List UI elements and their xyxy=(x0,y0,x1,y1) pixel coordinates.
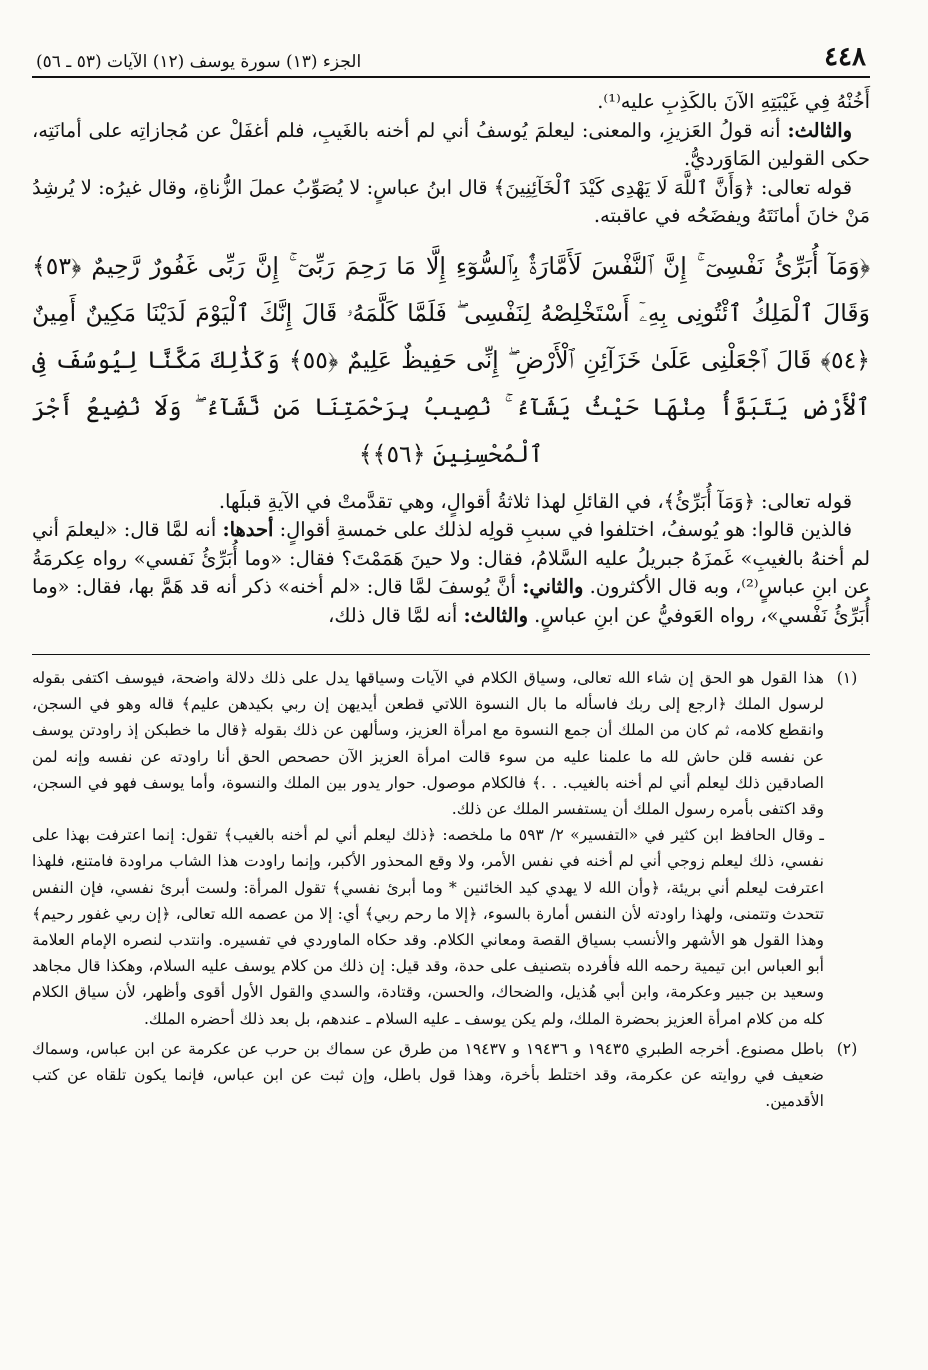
footnote xyxy=(32,1036,870,1115)
running-title: الجزء (١٣) سورة يوسف (١٢) الآيات (٥٣ ـ ٥٦) xyxy=(36,52,362,72)
paragraph-lead: أحدها: xyxy=(222,518,274,541)
paragraph-text: أنه قولُ العَزيزِ، والمعنى: ليعلمَ يُوسفُ أني لم أخنه بالغَيبِ، فلم أغفَلْ عن مُجازاتِه على أمانَتِه، حكى القولين المَاوَرديُّ. xyxy=(32,118,870,170)
paragraph xyxy=(32,516,870,630)
paragraph-text: أنَّ يُوسفَ لمَّا قال: «لم أخنه» ذكر أنه قد هَمَّ بها، فقال: «وما أُبَرِّئُ نَفْسي»، رواه العَوفيُّ عن ابنِ عباسٍ. xyxy=(32,575,870,627)
footnote-number: (٢) xyxy=(836,1039,858,1058)
book-page xyxy=(32,34,870,1334)
paragraph-lead: والثالث: xyxy=(787,118,852,142)
paragraph: قوله تعالى: ﴿وَمَآ أُبَرِّئُ﴾، في القائلِ لهذا ثلاثةُ أقوالٍ، وهي تقدَّمتْ في الآيةِ قبلَها. xyxy=(218,489,852,513)
main-text xyxy=(32,88,870,231)
quran-verses xyxy=(32,243,870,478)
footnote-number: (١) xyxy=(836,669,858,687)
footnote-divider xyxy=(32,654,870,655)
footnote-text xyxy=(32,665,824,1032)
paragraph-text: أنه لمَّا قال: «ليعلمَ أني لم أخنهُ بالغيبِ» غَمزَهُ جبريلُ عليه السَّلامُ، فقال: ولا حينَ هَمَمْتَ؟ فقال: «وما أُبَرِّئُ نَفسي» رواه عِكرمَةُ عن ابنِ عباسٍ⁽²⁾، وبه قال الأكثرون. xyxy=(32,518,870,598)
footnotes xyxy=(32,665,870,1114)
main-text-continued xyxy=(32,488,870,631)
paragraph-text: فالذين قالوا: هو يُوسفُ، اختلفوا في سببِ قولِه لذلك على خمسةِ أقوالٍ: xyxy=(279,518,852,541)
page-header xyxy=(32,34,870,78)
paragraph xyxy=(32,117,870,174)
footnote xyxy=(32,665,870,1032)
paragraph-text: أنه لمَّا قال ذلك، xyxy=(328,603,458,627)
footnote-paragraph: ـ وقال الحافظ ابن كثير في «التفسير» ٢/ ٥٩٣ ما ملخصه: ﴿ذلك ليعلم أني لم أخنه بالغيب﴾ تقول: إنما اعترفت بهذا على نفسي، ذلك ليعلم زوجي أني لم أخنه في نفس الأمر، ولا وقع المحذور الأكبر، وإنما راودت هذا الشاب مراودة فامتنع، فلهذا اعترفت ليعلم أني بريئة، ﴿وأن الله لا يهدي كيد الخائنين * وما أبرئ نفسي﴾ تقول المرأة: ولست أبرئ نفسي، فإن النفس تتحدث وتتمنى، ولهذا راودته لأن النفس أمارة بالسوء، ﴿إلا ما رحم ربي﴾ أي: إلا من عصمه الله تعالى، ﴿إن ربي غفور رحيم﴾ وهذا القول هو الأشهر والأنسب بسياق القصة ومعاني الكلام. وقد حكاه الماوردي في تفسيره. وانتدب لنصره الإمام العلامة أبو العباس ابن تيمية رحمه الله فأفرده بتصنيف على حدة، وقد قيل: إن ذلك من كلام يوسف عليه السلام، وهكذا قال مجاهد وسعيد بن جبير وعكرمة، وابن أبي هُذيل، والضحاك، والحسن، وقتادة، والسدي والقول الأول أقوى وأظهر، لأن سياق الكلام كله من كلام امرأة العزيز بحضرة الملك، ولم يكن يوسف ـ عليه السلام ـ عندهم، بل بعد ذلك أحضره الملك. xyxy=(32,826,824,1028)
paragraph: قوله تعالى: ﴿وَأَنَّ ٱللَّهَ لَا يَهْدِى كَيْدَ ٱلْخَآئِنِينَ﴾ قال ابنُ عباسٍ: لا يُصَوِّبُ عملَ الزُّناةِ، وقال غيرُه: لا يُرشِدُ مَنْ خانَ أمانَتَهُ ويفضَحُه في عاقبته. xyxy=(32,175,870,227)
footnote-paragraph: هذا القول هو الحق إن شاء الله تعالى، وسياق الكلام في الآيات وسياقها يدل على ذلك دلالة واضحة، فيوسف اكتفى بقوله لرسول الملك ﴿ارجع إلى ربك فاسأله ما بال النسوة اللاتي قطعن أيديهن إن ربي بكيدهن عليم﴾ قاله وهو في السجن، وانقطع كلامه، ثم كان من الملك أن جمع النسوة مع امرأة العزيز، وسألهن عن ذلك بقوله ﴿قال ما خطبكن إذ راودتن يوسف عن نفسه قلن حاش لله ما علمنا عليه من سوء قالت امرأة العزيز الآن حصحص الحق أنا راودته عن نفسه وإنه لمن الصادقين ذلك ليعلم أني لم أخنه بالغيب. . .﴾ فالكلام موصول. حوار يدور بين الملك والنسوة، وأما يوسف فهو في السجن، وقد اكتفى بأمره رسول الملك أن يستفسر الملك عن ذلك. xyxy=(32,669,824,819)
paragraph-lead: والثاني: xyxy=(522,575,584,598)
footnote-text xyxy=(32,1036,824,1115)
footnote-paragraph: باطل مصنوع. أخرجه الطبري ١٩٤٣٥ و ١٩٤٣٦ و ١٩٤٣٧ من طرق عن سماك بن حرب عن عكرمة عن ابن عباس، وسماك ضعيف في روايته عن عكرمة، وقد اختلط بأخرة، وهذا قول باطل، وإن ثبت عن ابن عباس، فإنما يكون تلقاه عن كتب الأقدمين. xyxy=(32,1039,824,1111)
page-number: ٤٤٨ xyxy=(824,42,866,72)
quran-text: ﴿وَمَآ أُبَرِّئُ نَفْسِىٓ ۚ إِنَّ ٱلنَّفْسَ لَأَمَّارَةٌۢ بِٱلسُّوٓءِ إِلَّا مَا رَحِمَ رَبِّىٓ ۚ إِنَّ رَبِّى غَفُورٌ رَّحِيمٌ ﴿٥٣﴾ وَقَالَ ٱلْمَلِكُ ٱئْتُونِى بِهِۦٓ أَسْتَخْلِصْهُ لِنَفْسِى ۖ فَلَمَّا كَلَّمَهُۥ قَالَ إِنَّكَ ٱلْيَوْمَ لَدَيْنَا مَكِينٌ أَمِينٌ ﴿٥٤﴾ قَالَ ٱجْعَلْنِى عَلَىٰ خَزَآئِنِ ٱلْأَرْضِ ۖ إِنِّى حَفِيظٌ عَلِيمٌ ﴿٥٥﴾ وَكَذَٰلِكَ مَكَّنَّا لِيُوسُفَ فِى ٱلْأَرْضِ يَتَبَوَّأُ مِنْهَا حَيْثُ يَشَآءُ ۚ نُصِيبُ بِرَحْمَتِنَا مَن نَّشَآءُ ۖ وَلَا نُضِيعُ أَجْرَ ٱلْمُحْسِنِينَ ﴿٥٦﴾﴾ xyxy=(32,251,870,468)
paragraph: أَخُنْهُ فِي غَيْبَتِهِ الآنَ بالكَذِبِ عليه⁽¹⁾. xyxy=(597,90,870,113)
paragraph-lead: والثالث: xyxy=(463,603,528,627)
